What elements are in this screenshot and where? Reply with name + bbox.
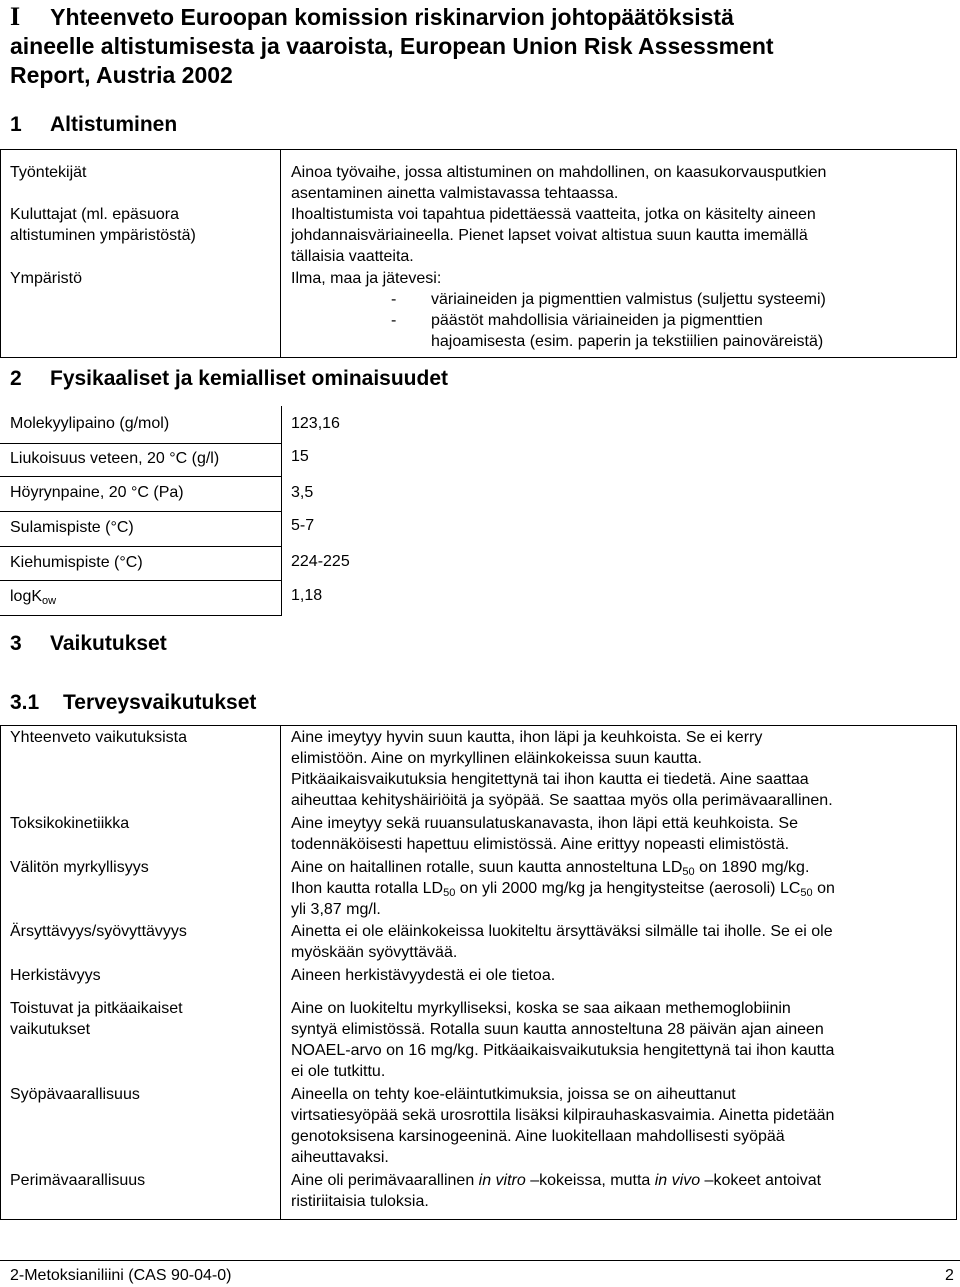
section-1-title: Altistuminen bbox=[50, 113, 178, 136]
health-effects-table-divider bbox=[280, 725, 281, 1219]
exposure-environment-bullet-2: - päästöt mahdollisia väriaineiden ja pigmenttien bbox=[391, 312, 763, 329]
document-title bbox=[10, 2, 950, 90]
exposure-text-workers bbox=[291, 162, 946, 204]
health-label-sensitisation: Herkistävyys bbox=[10, 967, 101, 984]
section-1-number: 1 bbox=[10, 113, 22, 136]
health-text-mutagenicity: Aine oli perimävaarallinen in vitro –kokeissa, mutta in vivo –kokeet antoivat ristiriitaisia tuloksia. bbox=[291, 1172, 822, 1210]
section-1-heading bbox=[10, 112, 177, 138]
health-label-mutagenicity: Perimävaarallisuus bbox=[10, 1172, 146, 1189]
exposure-label-consumers bbox=[10, 204, 196, 246]
bullet-dash: - bbox=[391, 312, 397, 329]
section-2-heading bbox=[10, 366, 448, 392]
health-text-summary: Aine imeytyy hyvin suun kautta, ihon läpi ja keuhkoista. Se ei kerry elimistöön. Aine on myrkyllinen eläinkokeissa suun kautta. Pitkäaikaisvaikutuksia hengitettynä tai ihon kautta ei tiedetä. Aine saattaa aiheuttaa kehityshäiriöitä ja syöpää. Se saattaa myös olla perimävaarallinen. bbox=[291, 729, 833, 809]
section-2-title: Fysikaaliset ja kemialliset ominaisuudet bbox=[50, 367, 449, 390]
property-label-logkow: logK$_{ow}$ bbox=[10, 588, 57, 607]
property-value: 3,5 bbox=[291, 484, 314, 501]
title-line-1: Yhteenveto Euroopan komission riskinarvion johtopäätöksistä bbox=[50, 4, 734, 30]
section-3-heading bbox=[10, 631, 167, 657]
exposure-label-environment: Ympäristö bbox=[10, 270, 83, 287]
exposure-consumers-line-3: tällaisia vaatteita. bbox=[291, 248, 414, 265]
exposure-environment-bullet-1: - väriaineiden ja pigmenttien valmistus (suljettu systeemi) bbox=[391, 291, 826, 308]
section-2-number: 2 bbox=[10, 367, 22, 390]
health-text-repeated-dose: Aine on luokiteltu myrkylliseksi, koska se saa aikaan methemoglobiinin syntyä elimistössä. Rotalla suun kautta annosteltuna 28 päivän ajan aineen NOAEL-arvo on 16 mg/kg. Pitkäaikaisvaikutuksia hengitettynä tai ihon kautta ei ole tutkittu. bbox=[291, 1000, 835, 1080]
health-label-summary: Yhteenveto vaikutuksista bbox=[10, 729, 187, 746]
health-label-toxicokinetics: Toksikokinetiikka bbox=[10, 815, 130, 832]
footer-substance: 2-Metoksianiliini (CAS 90-04-0) bbox=[10, 1267, 232, 1284]
exposure-table-divider bbox=[280, 149, 281, 357]
exposure-text-environment bbox=[291, 268, 946, 352]
health-text-irritation: Ainetta ei ole eläinkokeissa luokiteltu ärsyttäväksi silmälle tai iholle. Se ei ole myöskään syövyttävää. bbox=[291, 923, 833, 961]
property-label: Kiehumispiste (°C) bbox=[10, 554, 143, 571]
health-text-toxicokinetics: Aine imeytyy sekä ruuansulatuskanavasta, ihon läpi että keuhkoista. Se todennäköisesti hapettuu elimistössä. Aine erittyy nopeasti elimistöstä. bbox=[291, 815, 798, 853]
property-label: Höyrynpaine, 20 °C (Pa) bbox=[10, 484, 184, 501]
exposure-environment-bullet-2-continuation: hajoamisesta (esim. paperin ja tekstiilien painoväreistä) bbox=[431, 333, 824, 350]
title-line-3: Report, Austria 2002 bbox=[10, 62, 233, 88]
health-text-sensitisation: Aineen herkistävyydestä ei ole tietoa. bbox=[291, 967, 556, 984]
health-text-acute-toxicity: Aine on haitallinen rotalle, suun kautta annosteltuna $LD_{50}$ on 1890 mg/kg. Ihon kautta rotalla $LD_{50}$ on yli 2000 mg/kg ja hengitysteitse (aerosoli) $LC_{50}$ on yli 3,87 mg/l. bbox=[291, 859, 835, 918]
property-label: Molekyylipaino (g/mol) bbox=[10, 415, 170, 432]
section-3-1-number: 3.1 bbox=[10, 691, 40, 714]
exposure-text-consumers bbox=[291, 204, 946, 267]
bullet-dash: - bbox=[391, 291, 397, 308]
properties-column-divider bbox=[281, 406, 282, 616]
property-divider bbox=[0, 580, 282, 581]
health-text-carcinogenicity: Aineella on tehty koe-eläintutkimuksia, joissa se on aiheuttanut virtsatiesyöpää sekä urosrottila lisäksi kilpirauhaskasvaimia. Ainetta pidetään genotoksisena karsinogeeninä. Aine luokitellaan mahdollisesti syöpää aiheuttavaksi. bbox=[291, 1086, 835, 1166]
exposure-consumers-label-line-1: Kuluttajat (ml. epäsuora bbox=[10, 206, 179, 223]
exposure-workers-line-2: asentaminen ainetta valmistavassa tehtaassa. bbox=[291, 185, 619, 202]
exposure-workers-line-1: Ainoa työvaihe, jossa altistuminen on mahdollinen, on kaasukorvausputkien bbox=[291, 164, 827, 181]
exposure-consumers-line-1: Ihoaltistumista voi tapahtua pidettäessä vaatteita, jotka on käsitelty aineen bbox=[291, 206, 816, 223]
property-value: 224-225 bbox=[291, 553, 350, 570]
property-value: 5-7 bbox=[291, 517, 315, 534]
property-divider bbox=[0, 615, 282, 616]
section-3-title: Vaikutukset bbox=[50, 632, 167, 655]
section-3-1-heading bbox=[10, 690, 256, 716]
property-divider bbox=[0, 476, 282, 477]
health-label-repeated-dose: Toistuvat ja pitkäaikaiset vaikutukset bbox=[10, 1000, 183, 1038]
exposure-consumers-label-line-2: altistuminen ympäristöstä) bbox=[10, 227, 196, 244]
title-line-2: aineelle altistumisesta ja vaaroista, European Union Risk Assessment bbox=[10, 33, 774, 59]
health-label-irritation: Ärsyttävyys/syövyttävyys bbox=[10, 923, 187, 940]
health-label-acute-toxicity: Välitön myrkyllisyys bbox=[10, 859, 149, 876]
footer-page-number: 2 bbox=[945, 1267, 954, 1284]
property-divider bbox=[0, 546, 282, 547]
footer-rule bbox=[0, 1260, 960, 1261]
property-label: Liukoisuus veteen, 20 °C (g/l) bbox=[10, 450, 220, 467]
property-label: Sulamispiste (°C) bbox=[10, 519, 134, 536]
exposure-label-workers: Työntekijät bbox=[10, 164, 87, 181]
title-roman-numeral: I bbox=[10, 2, 21, 31]
property-value: 123,16 bbox=[291, 415, 340, 432]
exposure-environment-intro: Ilma, maa ja jätevesi: bbox=[291, 270, 442, 287]
section-3-number: 3 bbox=[10, 632, 22, 655]
property-divider bbox=[0, 443, 282, 444]
health-label-carcinogenicity: Syöpävaarallisuus bbox=[10, 1086, 140, 1103]
property-value: 1,18 bbox=[291, 587, 323, 604]
property-value: 15 bbox=[291, 448, 309, 465]
section-3-1-title: Terveysvaikutukset bbox=[63, 691, 257, 714]
property-divider bbox=[0, 511, 282, 512]
exposure-consumers-line-2: johdannaisväriaineella. Pienet lapset voivat altistua suun kautta imemällä bbox=[291, 227, 808, 244]
